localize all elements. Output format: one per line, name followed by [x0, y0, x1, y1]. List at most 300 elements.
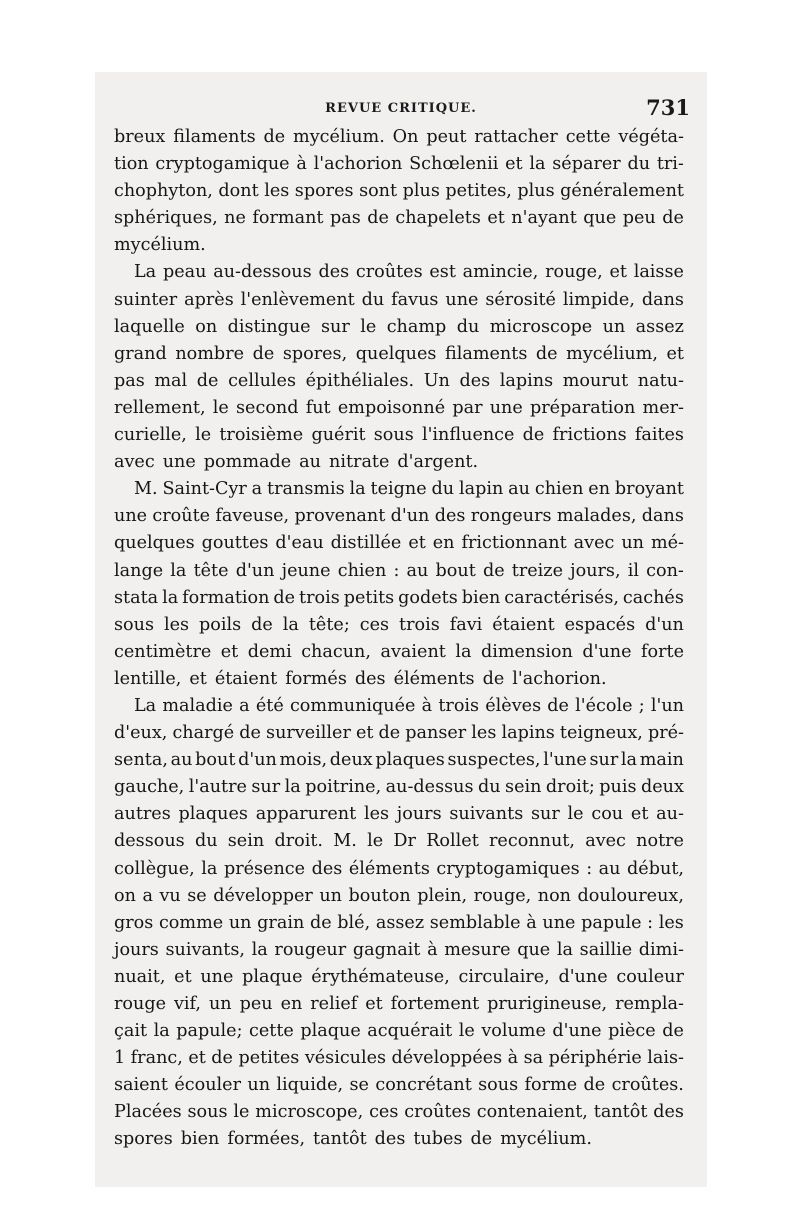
word: et [666, 343, 684, 364]
word: à [507, 1048, 519, 1069]
word: empoisonné [337, 397, 446, 418]
word: : [393, 560, 400, 581]
word: des [374, 1129, 406, 1150]
word: d'eau [275, 533, 324, 554]
word: plus [402, 181, 440, 202]
word: de [263, 127, 286, 147]
word: microscope [489, 316, 593, 337]
word: la [620, 750, 638, 771]
text-line [114, 964, 684, 991]
word: filaments [173, 127, 256, 147]
word: et [609, 262, 627, 283]
word: le [233, 1102, 250, 1123]
word: l'enlèvement [240, 289, 355, 310]
word: à [427, 939, 438, 960]
word: tubes [413, 1129, 463, 1150]
word: chien [534, 479, 584, 500]
word: vu [159, 885, 181, 906]
word: dimi- [638, 939, 684, 960]
word: chien [337, 560, 387, 581]
word: ; [638, 695, 645, 716]
word: les [163, 614, 190, 635]
word: sous [478, 1075, 519, 1096]
word: senta, [114, 750, 168, 771]
word: petites, [445, 181, 512, 202]
word: sein [227, 831, 265, 852]
word: par [452, 397, 483, 418]
word: pas [114, 370, 145, 391]
word: au [508, 479, 530, 500]
word: formation [182, 587, 270, 608]
word: jours, [570, 560, 621, 581]
word: rougeur [274, 939, 347, 960]
word: en [280, 994, 303, 1014]
word: trois [299, 587, 340, 608]
word: saillie [579, 939, 633, 960]
text-line [114, 341, 684, 368]
word: petites [238, 1048, 300, 1069]
word: blé, [337, 912, 371, 933]
word: non [537, 885, 571, 906]
word: une [200, 966, 234, 987]
word: les [658, 912, 684, 933]
word: sur [531, 804, 560, 825]
word: la [251, 939, 268, 960]
word: des [434, 506, 466, 527]
word: communiquée [289, 695, 416, 716]
word: formés [285, 668, 347, 689]
word: faveuse, [215, 506, 290, 527]
word: cryptogamique [155, 154, 290, 175]
word: assez [375, 912, 425, 933]
word: l'influence [421, 425, 515, 446]
word: mois, [279, 750, 328, 771]
text-line [114, 422, 684, 449]
word: d'eux, [114, 723, 168, 744]
text-line [114, 1072, 684, 1099]
word: du [361, 289, 385, 310]
word: que [517, 939, 551, 960]
word: bout [435, 560, 476, 581]
word: rellement, [114, 397, 206, 418]
text-line [114, 883, 684, 910]
word: liquide, [276, 1075, 344, 1096]
word: franc, [130, 1048, 183, 1069]
text-line [114, 178, 684, 205]
word: sphériques, [114, 208, 218, 229]
word: l'achorion. [512, 668, 607, 689]
word: : [647, 912, 654, 933]
word: cellules [228, 370, 296, 391]
word: on [114, 885, 136, 906]
word: trois [438, 695, 480, 716]
word: papule; [176, 1021, 243, 1042]
word: la [455, 641, 472, 662]
word: tri- [656, 154, 684, 175]
word: sa [523, 1048, 544, 1069]
word: une [489, 397, 523, 418]
word: de [239, 723, 261, 744]
word: suspectes, [447, 750, 541, 771]
text-line [114, 503, 684, 530]
word: favus [391, 289, 439, 310]
text-line [114, 151, 684, 178]
word: au- [656, 804, 684, 825]
word: cou [591, 804, 624, 825]
word: Saint-Cyr [162, 479, 247, 500]
word: sont [359, 181, 398, 202]
word: grand [114, 343, 167, 364]
word: reconnut, [489, 831, 575, 852]
word: gouttes [201, 533, 269, 554]
word: développées [391, 1048, 503, 1069]
word: gros [114, 912, 154, 933]
word: deux [641, 777, 684, 798]
text-line [114, 1126, 684, 1153]
word: contenaient, [476, 1102, 588, 1123]
word: l'un [650, 695, 684, 716]
word: sur [251, 777, 281, 798]
word: croûte [152, 506, 211, 527]
word: l'école [575, 695, 633, 716]
word: les [264, 181, 290, 202]
word: cachés [622, 587, 684, 608]
word: pas [329, 208, 361, 229]
word: n'ayant [511, 208, 577, 229]
word: tantôt [593, 1102, 648, 1123]
word: suivants [449, 804, 524, 825]
word: mer- [642, 397, 684, 418]
word: teigneux, [559, 723, 643, 744]
word: amincie, [462, 262, 539, 283]
word: acquérait [367, 1021, 453, 1042]
word: mycélium. [500, 1129, 592, 1150]
word: formant [252, 208, 324, 229]
word: et [220, 641, 239, 662]
word: ces [369, 1102, 399, 1123]
word: Rollet [426, 831, 479, 852]
word: se [187, 885, 207, 906]
text-line [114, 828, 684, 855]
word: forme [524, 1075, 578, 1096]
word: cryptogamiques [436, 858, 580, 879]
word: suinter [114, 289, 178, 310]
word: douloureux, [577, 885, 684, 906]
word: avec [114, 452, 155, 473]
word: dimension [480, 641, 573, 662]
word: au-dessus [385, 777, 474, 798]
word: rempla- [615, 994, 684, 1014]
word: d'un [390, 506, 430, 527]
word: plaque [300, 1021, 361, 1042]
word: chapelets [395, 208, 481, 229]
word: Dr [393, 831, 416, 852]
text-line [114, 639, 684, 666]
word: de [522, 425, 545, 446]
word: en [588, 479, 611, 500]
word: papule [581, 912, 642, 933]
text-line [114, 910, 684, 937]
word: : [586, 858, 593, 879]
word: de [482, 668, 505, 689]
word: lentille, [114, 668, 182, 689]
word: con- [646, 560, 684, 581]
text-line [114, 476, 684, 503]
word: deux [329, 750, 373, 771]
word: breux [114, 127, 166, 147]
word: et [174, 966, 192, 987]
word: trois [399, 614, 440, 635]
word: M. [333, 831, 357, 852]
word: un [319, 885, 343, 906]
word: la [162, 587, 179, 608]
word: la [529, 154, 546, 175]
word: un [247, 1075, 271, 1096]
word: de [482, 560, 505, 581]
word: la [153, 1021, 170, 1042]
word: au-dessous [213, 262, 312, 283]
word: que [583, 208, 617, 229]
word: est [429, 262, 456, 283]
word: jeune [281, 560, 331, 581]
text-line [114, 232, 684, 259]
word: du [456, 316, 480, 337]
word: végéta- [618, 127, 684, 147]
word: jours [396, 804, 442, 825]
word: de [251, 614, 273, 635]
word: mycélium. [114, 235, 206, 256]
text-line [114, 937, 684, 964]
word: guérit [311, 425, 366, 446]
text-line [114, 287, 684, 314]
word: a [251, 479, 263, 500]
word: avec [585, 831, 626, 852]
text-line [114, 720, 684, 747]
word: çait [114, 1021, 148, 1042]
word: panser [405, 723, 467, 744]
word: grain [257, 912, 305, 933]
word: fut [305, 397, 331, 418]
word: plein, [417, 885, 468, 906]
word: sur [589, 750, 619, 771]
word: au [170, 750, 193, 771]
word: des [354, 668, 386, 689]
word: tête [193, 560, 229, 581]
word: la [170, 560, 187, 581]
word: chacun, [301, 641, 371, 662]
word: malades, [556, 506, 637, 527]
word: d'une [552, 1021, 602, 1042]
word: sous [114, 614, 154, 635]
word: couleur [616, 966, 684, 987]
word: à [421, 695, 433, 716]
word: broyant [614, 479, 684, 500]
word: espacés [564, 614, 636, 635]
word: éléments [348, 858, 430, 879]
word: Un [423, 370, 450, 391]
word: au [406, 560, 429, 581]
word: troisième [219, 425, 304, 446]
word: vésicules [304, 1048, 387, 1069]
word: écouler [174, 1075, 241, 1096]
word: ne [224, 208, 246, 229]
word: petits [343, 587, 395, 608]
word: mycélium, [566, 343, 658, 364]
word: fortement [390, 994, 480, 1014]
word: filaments [444, 343, 528, 364]
word: tantôt [313, 1129, 367, 1150]
word: autres [114, 804, 171, 825]
word: lange [114, 560, 164, 581]
word: rouge, [473, 885, 532, 906]
word: mourut [562, 370, 629, 391]
word: nuait, [114, 966, 166, 987]
word: sérosité [485, 289, 556, 310]
word: élèves [485, 695, 542, 716]
word: la [556, 939, 573, 960]
word: comme [158, 912, 224, 933]
word: une [445, 289, 479, 310]
word: rouge, [545, 262, 603, 283]
word: jours [114, 939, 159, 960]
word: chargé [172, 723, 235, 744]
word: mycélium. [293, 127, 385, 147]
word: pré- [647, 723, 684, 744]
word: Placées [114, 1102, 182, 1123]
word: poitrine, [305, 777, 382, 798]
word: semblable [429, 912, 521, 933]
word: concrétant [375, 1075, 472, 1096]
word: à [526, 912, 537, 933]
word: natu- [637, 370, 684, 391]
word: de [535, 343, 558, 364]
word: du [627, 154, 651, 175]
word: à [296, 154, 307, 175]
word: gagnait [352, 939, 421, 960]
word: stata [114, 587, 159, 608]
word: puis [599, 777, 637, 798]
word: demi [247, 641, 292, 662]
word: et [355, 723, 374, 744]
text-line [114, 368, 684, 395]
word: préparation [529, 397, 636, 418]
word: le [367, 831, 384, 852]
word: de [470, 1129, 493, 1150]
word: mal [154, 370, 188, 391]
word: sous [373, 425, 414, 446]
word: bouton [348, 885, 411, 906]
word: un [602, 316, 626, 337]
word: surveiller [266, 723, 351, 744]
word: cette [249, 1021, 294, 1042]
word: distingue [227, 316, 311, 337]
word: de [662, 208, 684, 229]
word: développer [213, 885, 313, 906]
word: rouge [114, 994, 167, 1014]
word: faites [634, 425, 684, 446]
word: saient [114, 1075, 168, 1096]
word: au [598, 858, 621, 879]
word: droit; [545, 777, 595, 798]
word: sur [321, 316, 350, 337]
word: le [360, 316, 377, 337]
word: spores, [282, 343, 348, 364]
word: de [378, 723, 401, 744]
word: des [459, 370, 491, 391]
word: de [367, 208, 389, 229]
word: du [477, 777, 501, 798]
word: plus [517, 181, 555, 202]
word: champ [386, 316, 447, 337]
word: et [188, 1048, 206, 1069]
word: un [621, 533, 644, 554]
text-line [114, 747, 684, 774]
word: et [365, 994, 383, 1014]
word: une [114, 506, 148, 527]
word: d'un [235, 560, 275, 581]
word: l'une [543, 750, 587, 771]
word: ces [359, 614, 390, 635]
word: transmis [267, 479, 345, 500]
text-line [114, 1045, 684, 1072]
word: M. [134, 479, 158, 500]
word: une [542, 912, 576, 933]
word: curielle, [114, 425, 187, 446]
word: le [212, 397, 229, 418]
word: une [162, 452, 196, 473]
word: et [630, 804, 649, 825]
word: de [211, 1048, 233, 1069]
word: de [547, 695, 569, 716]
word: périphérie [548, 1048, 642, 1069]
word: des [318, 262, 350, 283]
word: d'un [238, 750, 277, 771]
word: croûtes [355, 262, 423, 283]
word: vif, [173, 994, 202, 1014]
word: favi [449, 614, 483, 635]
text-line [114, 612, 684, 639]
word: lapins [499, 370, 554, 391]
word: sein [505, 777, 542, 798]
word: les [363, 804, 390, 825]
word: la [349, 479, 366, 500]
text-line [114, 856, 684, 883]
word: en [432, 533, 455, 554]
word: treize [511, 560, 563, 581]
word: érythémateuse, [311, 966, 450, 987]
word: On [392, 127, 419, 147]
word: d'une [582, 641, 632, 662]
word: d'une [558, 966, 608, 987]
word: main [639, 750, 684, 771]
word: tête; [308, 614, 350, 635]
word: microscope, [255, 1102, 364, 1123]
word: du [194, 831, 218, 852]
word: poils [199, 614, 242, 635]
word: cette [565, 127, 611, 147]
word: bien [461, 587, 501, 608]
word: laquelle [114, 316, 185, 337]
word: peu [622, 208, 656, 229]
page-header [118, 95, 690, 123]
word: épithéliales. [305, 370, 415, 391]
text-line [114, 314, 684, 341]
page-number: 731 [646, 95, 690, 120]
word: du [431, 479, 455, 500]
word: et [189, 668, 207, 689]
word: a [142, 885, 153, 906]
word: le [567, 804, 584, 825]
